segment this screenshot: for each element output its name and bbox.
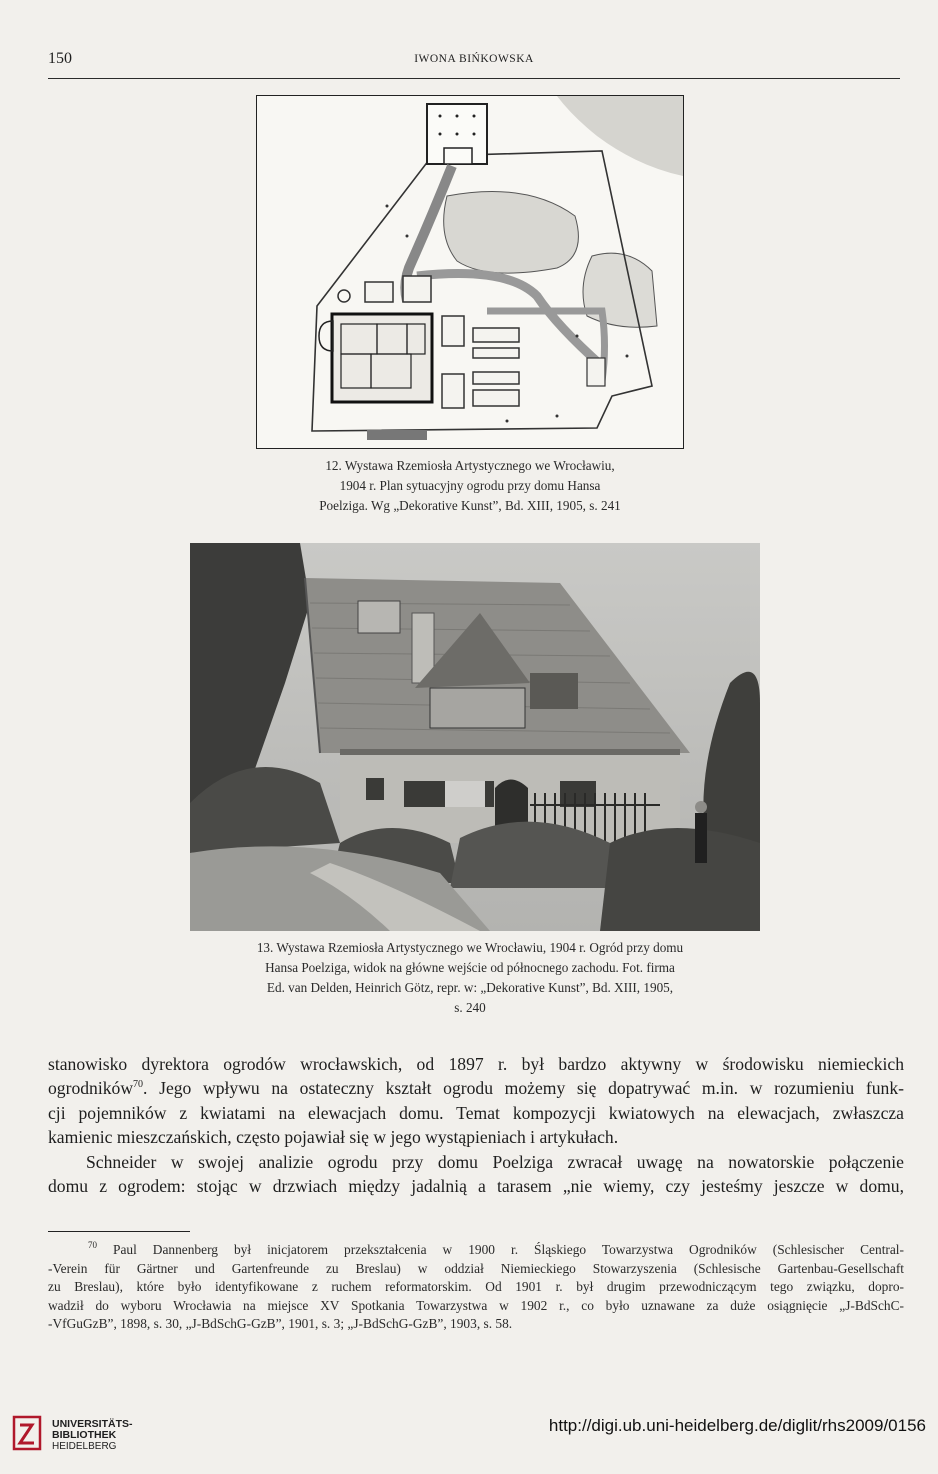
permalink-url[interactable]: http://digi.ub.uni-heidelberg.de/diglit/rhs2009/0156 xyxy=(548,1416,926,1435)
footnote-line: zu Breslau), które było identyfikowane z ruchem reformatorskim. Od 1901 r. był drugim przewodniczącym tego związku, dopro- xyxy=(48,1279,904,1295)
footnote-reference[interactable]: 70 xyxy=(133,1079,144,1091)
page-number: 150 xyxy=(48,50,72,67)
body-text-span: ogrodników xyxy=(48,1078,134,1099)
body-line: kamienic mieszczańskich, często pojawiał się w jego wystąpieniach i artykułach. xyxy=(48,1127,619,1148)
caption-line: 1904 r. Plan sytuacyjny ogrodu przy domu Hansa xyxy=(339,478,601,493)
page-header xyxy=(48,50,900,79)
footnote-text: Paul Dannenberg był inicjatorem przekształcenia w 1900 r. Śląskiego Towarzystwa Ogrodników (Schlesischer Central- xyxy=(97,1242,904,1257)
figure-12-garden-plan xyxy=(256,95,684,449)
running-head: IWONA BIŃKOWSKA xyxy=(414,53,534,65)
library-name xyxy=(52,1419,133,1452)
caption-line: 12. Wystawa Rzemiosła Artystycznego we Wrocławiu, xyxy=(325,458,615,473)
body-text-span: . Jego wpływu na ostateczny kształt ogrodu możemy się dopatrywać m.in. w rozumieniu funk- xyxy=(143,1078,904,1099)
body-line: Schneider w swojej analizie ogrodu przy domu Poelziga zwracał uwagę na nowatorskie połączenie xyxy=(86,1151,904,1172)
figure-13-caption xyxy=(160,938,780,1018)
body-line: stanowisko dyrektora ogrodów wrocławskich, od 1897 r. był bardzo aktywny w środowisku niemieckich xyxy=(48,1054,904,1074)
library-name-line: BIBLIOTHEK xyxy=(52,1429,117,1441)
footnote-number: 70 xyxy=(88,1240,97,1250)
body-line: cji pojemników z kwiatami na elewacjach domu. Temat kompozycji kwiatowych na elewacjach, zwłaszcza xyxy=(48,1102,904,1123)
caption-line: 13. Wystawa Rzemiosła Artystycznego we Wrocławiu, 1904 r. Ogród przy domu xyxy=(256,940,684,955)
figure-12-caption xyxy=(230,456,710,516)
body-line: domu z ogrodem: stojąc w drzwiach między jadalnią a tarasem „nie wiemy, czy jesteśmy jeszcze w domu, xyxy=(48,1176,904,1197)
caption-line: Hansa Poelziga, widok na główne wejście od północnego zachodu. Fot. firma xyxy=(265,960,675,975)
footnote-line: -Verein für Gärtner und Gartenfreunde zu Breslau) w oddział Niemieckiego Stowarzyszenia (Schlesische Gartenbau-Gesellschaft xyxy=(48,1260,904,1276)
library-name-line: UNIVERSITÄTS- xyxy=(52,1418,133,1430)
caption-line: s. 240 xyxy=(454,1000,486,1015)
footnote-line xyxy=(48,1241,904,1260)
body-text xyxy=(48,1052,904,1198)
figure-13-house-photo xyxy=(190,543,760,931)
footnote xyxy=(48,1241,904,1334)
footnote-line: wadził do wyboru Wrocławia na miejsce XV Spotkania Towarzystwa w 1902 r., co było uznawane za duże osiągnięcie „J-BdSchC- xyxy=(48,1297,904,1313)
footnote-rule xyxy=(48,1231,190,1232)
footnote-line: -VfGuGzB”, 1898, s. 30, „J-BdSchG-GzB”, 1901, s. 3; „J-BdSchG-GzB”, 1903, s. 58. xyxy=(48,1316,513,1332)
digitization-footer xyxy=(0,1400,938,1474)
caption-line: Poelziga. Wg „Dekorative Kunst”, Bd. XIII, 1905, s. 241 xyxy=(319,498,621,513)
body-line xyxy=(48,1076,904,1100)
library-name-line: HEIDELBERG xyxy=(52,1441,117,1452)
library-logo-icon xyxy=(12,1415,42,1451)
caption-line: Ed. van Delden, Heinrich Götz, repr. w: „Dekorative Kunst”, Bd. XIII, 1905, xyxy=(266,980,674,995)
